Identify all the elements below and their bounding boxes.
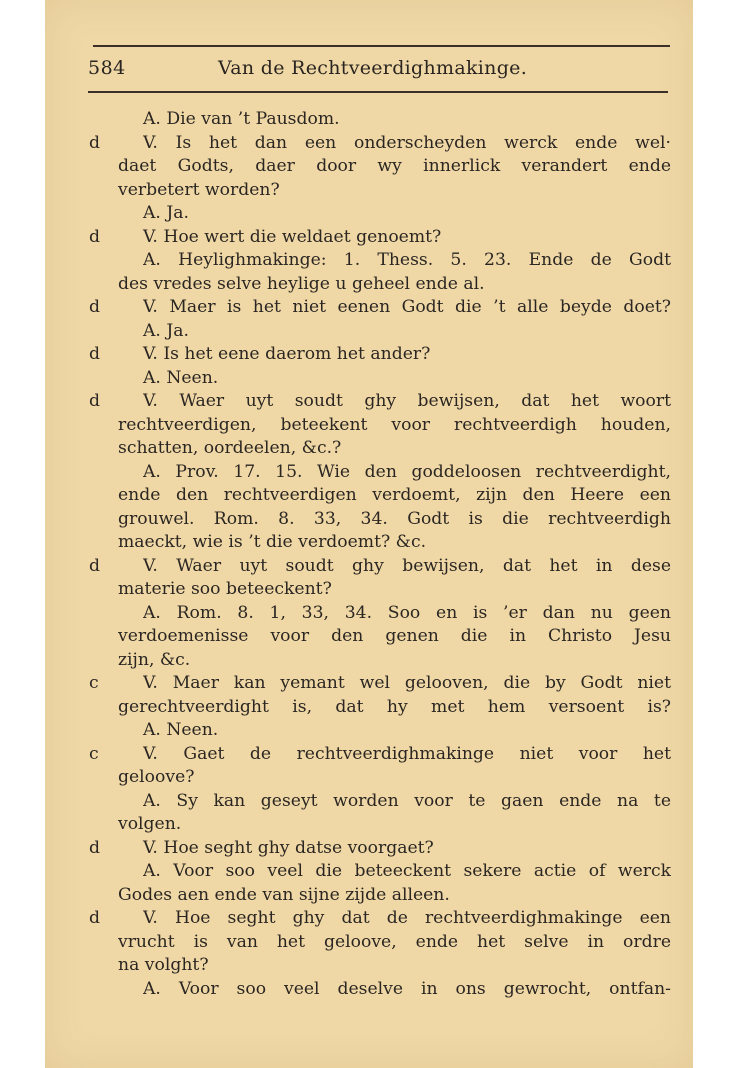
text-line bbox=[0, 320, 738, 344]
text-line bbox=[0, 343, 738, 367]
line-text: A. Voor soo veel deselve in ons gewrocht, ontfan- bbox=[143, 978, 671, 999]
line-text: A. Die van ’t Pausdom. bbox=[143, 109, 340, 129]
text-line bbox=[0, 508, 738, 532]
text-line bbox=[0, 155, 738, 179]
line-text: A. Neen. bbox=[143, 720, 219, 740]
line-text: A. Ja. bbox=[143, 203, 189, 223]
text-line bbox=[0, 202, 738, 226]
text-line bbox=[0, 884, 738, 908]
line-text: na volght? bbox=[118, 955, 209, 975]
running-head: Van de Rechtveerdighmakinge. bbox=[218, 57, 528, 79]
line-text: V. Maer kan yemant wel gelooven, die by Godt niet bbox=[143, 673, 671, 693]
body-text bbox=[0, 108, 738, 1001]
line-text: verdoemenisse voor den genen die in Christo Jesu bbox=[118, 626, 671, 646]
line-text: rechtveerdigen, beteekent voor rechtveerdigh houden, bbox=[118, 414, 671, 435]
header-rule bbox=[88, 91, 668, 93]
margin-mark: d bbox=[89, 132, 101, 153]
line-text: A. Neen. bbox=[143, 367, 219, 388]
line-text: A. Heylighmakinge: 1. Thess. 5. 23. Ende de Godt bbox=[143, 250, 671, 270]
top-rule bbox=[93, 45, 670, 47]
line-text: Godes aen ende van sijne zijde alleen. bbox=[118, 884, 450, 905]
margin-mark: d bbox=[89, 837, 101, 858]
text-line bbox=[0, 555, 738, 579]
line-text: ende den rechtveerdigen verdoemt, zijn den Heere een bbox=[118, 485, 671, 505]
text-line bbox=[0, 978, 738, 1002]
text-line bbox=[0, 837, 738, 861]
line-text: V. Maer is het niet eenen Godt die ’t alle beyde doet? bbox=[143, 297, 671, 317]
page-number: 584 bbox=[88, 57, 126, 79]
text-line bbox=[0, 672, 738, 696]
text-line bbox=[0, 179, 738, 203]
line-text: A. Prov. 17. 15. Wie den goddeloosen rechtveerdight, bbox=[143, 461, 671, 482]
line-text: materie soo beteeckent? bbox=[118, 579, 332, 599]
margin-mark: c bbox=[89, 743, 99, 764]
line-text: A. Rom. 8. 1, 33, 34. Soo en is ’er dan nu geen bbox=[143, 602, 671, 623]
text-line bbox=[0, 907, 738, 931]
text-line bbox=[0, 860, 738, 884]
margin-mark: c bbox=[89, 673, 99, 693]
line-text: geloove? bbox=[118, 767, 195, 787]
line-text: schatten, oordeelen, &c.? bbox=[118, 438, 342, 458]
text-line bbox=[0, 414, 738, 438]
margin-mark: d bbox=[89, 555, 101, 576]
text-line bbox=[0, 531, 738, 555]
text-line bbox=[0, 649, 738, 673]
line-text: grouwel. Rom. 8. 33, 34. Godt is die rechtveerdigh bbox=[118, 508, 671, 529]
text-line bbox=[0, 790, 738, 814]
line-text: A. Sy kan geseyt worden voor te gaen ende na te bbox=[143, 790, 671, 811]
line-text: gerechtveerdight is, dat hy met hem versoent is? bbox=[118, 696, 671, 717]
line-text: V. Hoe seght ghy dat de rechtveerdighmakinge een bbox=[143, 908, 671, 928]
line-text: V. Is het eene daerom het ander? bbox=[143, 344, 431, 364]
line-text: volgen. bbox=[118, 814, 182, 834]
text-line bbox=[0, 367, 738, 391]
text-line bbox=[0, 437, 738, 461]
line-text: zijn, &c. bbox=[118, 649, 191, 670]
text-line bbox=[0, 108, 738, 132]
line-text: V. Waer uyt soudt ghy bewijsen, dat het in dese bbox=[143, 555, 671, 576]
text-line bbox=[0, 766, 738, 790]
line-text: des vredes selve heylige u geheel ende al. bbox=[118, 273, 485, 294]
line-text: V. Is het dan een onderscheyden werck ende wel· bbox=[143, 132, 671, 153]
margin-mark: d bbox=[89, 908, 101, 928]
text-line bbox=[0, 602, 738, 626]
line-text: daet Godts, daer door wy innerlick verandert ende bbox=[118, 156, 671, 176]
text-line bbox=[0, 743, 738, 767]
margin-mark: d bbox=[89, 391, 101, 411]
margin-mark: d bbox=[89, 226, 101, 247]
text-line bbox=[0, 484, 738, 508]
line-text: V. Hoe wert die weldaet genoemt? bbox=[143, 226, 442, 247]
text-line bbox=[0, 719, 738, 743]
text-line bbox=[0, 931, 738, 955]
margin-mark: d bbox=[89, 297, 101, 317]
text-line bbox=[0, 578, 738, 602]
line-text: maeckt, wie is ’t die verdoemt? &c. bbox=[118, 532, 427, 552]
text-line bbox=[0, 390, 738, 414]
text-line bbox=[0, 954, 738, 978]
line-text: A. Voor soo veel die beteeckent sekere actie of werck bbox=[143, 861, 671, 881]
text-line bbox=[0, 696, 738, 720]
text-line bbox=[0, 273, 738, 297]
line-text: verbetert worden? bbox=[118, 179, 280, 200]
line-text: V. Waer uyt soudt ghy bewijsen, dat het woort bbox=[143, 391, 671, 411]
text-line bbox=[0, 226, 738, 250]
line-text: A. Ja. bbox=[143, 320, 189, 341]
line-text: V. Hoe seght ghy datse voorgaet? bbox=[143, 837, 434, 858]
text-line bbox=[0, 132, 738, 156]
text-line bbox=[0, 296, 738, 320]
text-line bbox=[0, 813, 738, 837]
text-line bbox=[0, 249, 738, 273]
text-line bbox=[0, 625, 738, 649]
text-line bbox=[0, 461, 738, 485]
margin-mark: d bbox=[89, 344, 101, 364]
line-text: V. Gaet de rechtveerdighmakinge niet voor het bbox=[143, 743, 671, 764]
line-text: vrucht is van het geloove, ende het selve in ordre bbox=[118, 931, 671, 952]
